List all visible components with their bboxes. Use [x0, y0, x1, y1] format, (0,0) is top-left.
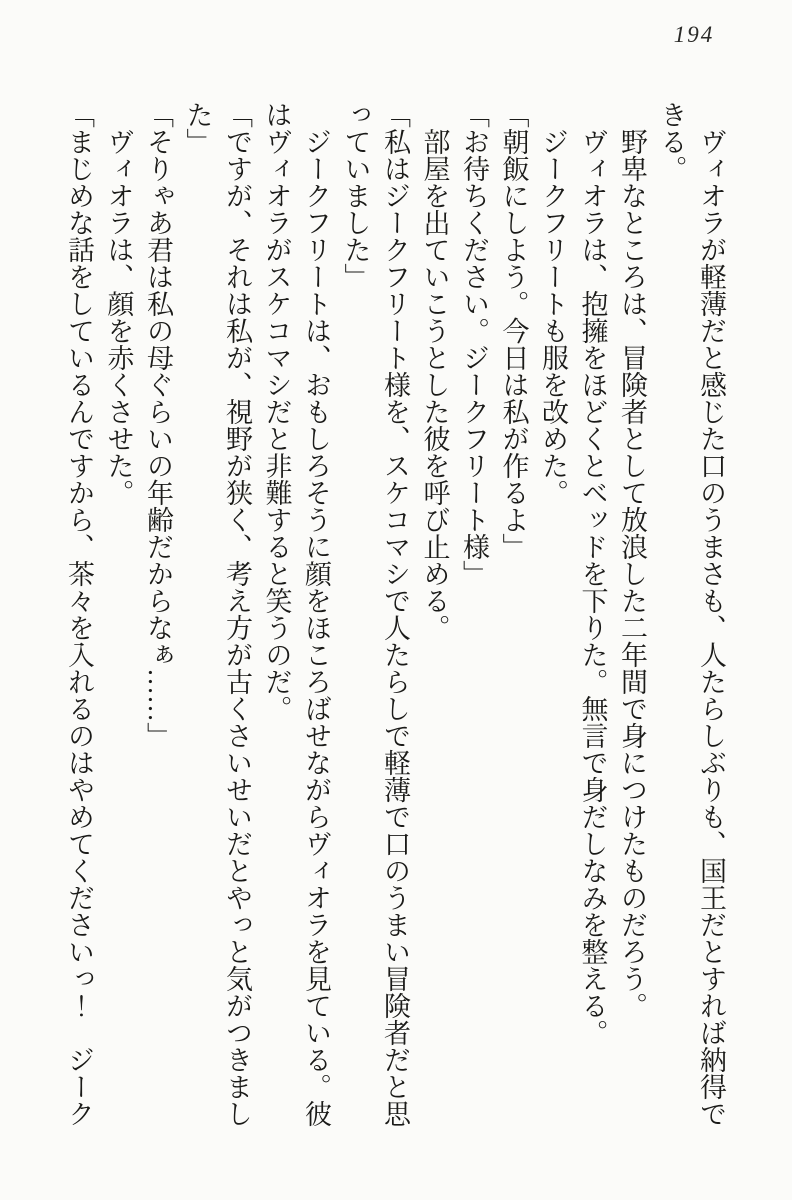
paragraph: 「ですが、それは私が、視野が狭く、考え方が古くさいせいだとやっと気がつきました」 [182, 101, 252, 1127]
paragraph: 「私はジークフリート様を、スケコマシで人たらしで軽薄で口のうまい冒険者だと思っていました」 [340, 101, 410, 1127]
paragraph: 部屋を出ていこうとした彼を呼び止める。 [419, 128, 450, 641]
paragraph: ヴィオラは、抱擁をほどくとベッドを下りた。無言で身だしなみを整える。 [577, 128, 608, 1046]
paragraph: ジークフリートは、おもしろそうに顔をほころばせながらヴィオラを見ている。彼はヴィオラがスケコマシだと非難すると笑うのだ。 [261, 101, 331, 1127]
text-block [54, 101, 730, 1131]
paragraph: 「朝飯にしよう。今日は私が作るよ」 [498, 101, 529, 560]
paragraph: ヴィオラが軽薄だと感じた口のうまさも、人たらしぶりも、国王だとすれば納得できる。 [656, 101, 726, 1127]
paragraph: 「そりゃあ君は私の母ぐらいの年齢だからなぁ……」 [143, 101, 173, 749]
paragraph: 「まじめな話をしているんですから、茶々を入れるのはやめてくださいっ！ ジーク [64, 101, 94, 1127]
paragraph: ジークフリートも服を改めた。 [538, 128, 568, 506]
page-number: 194 [673, 22, 715, 47]
paragraph: 「お待ちください。ジークフリート様」 [459, 101, 489, 587]
paragraph: ヴィオラは、顔を赤くさせた。 [103, 128, 134, 506]
paragraph: 野卑なところは、冒険者として放浪した二年間で身につけたものだろう。 [617, 128, 647, 1019]
